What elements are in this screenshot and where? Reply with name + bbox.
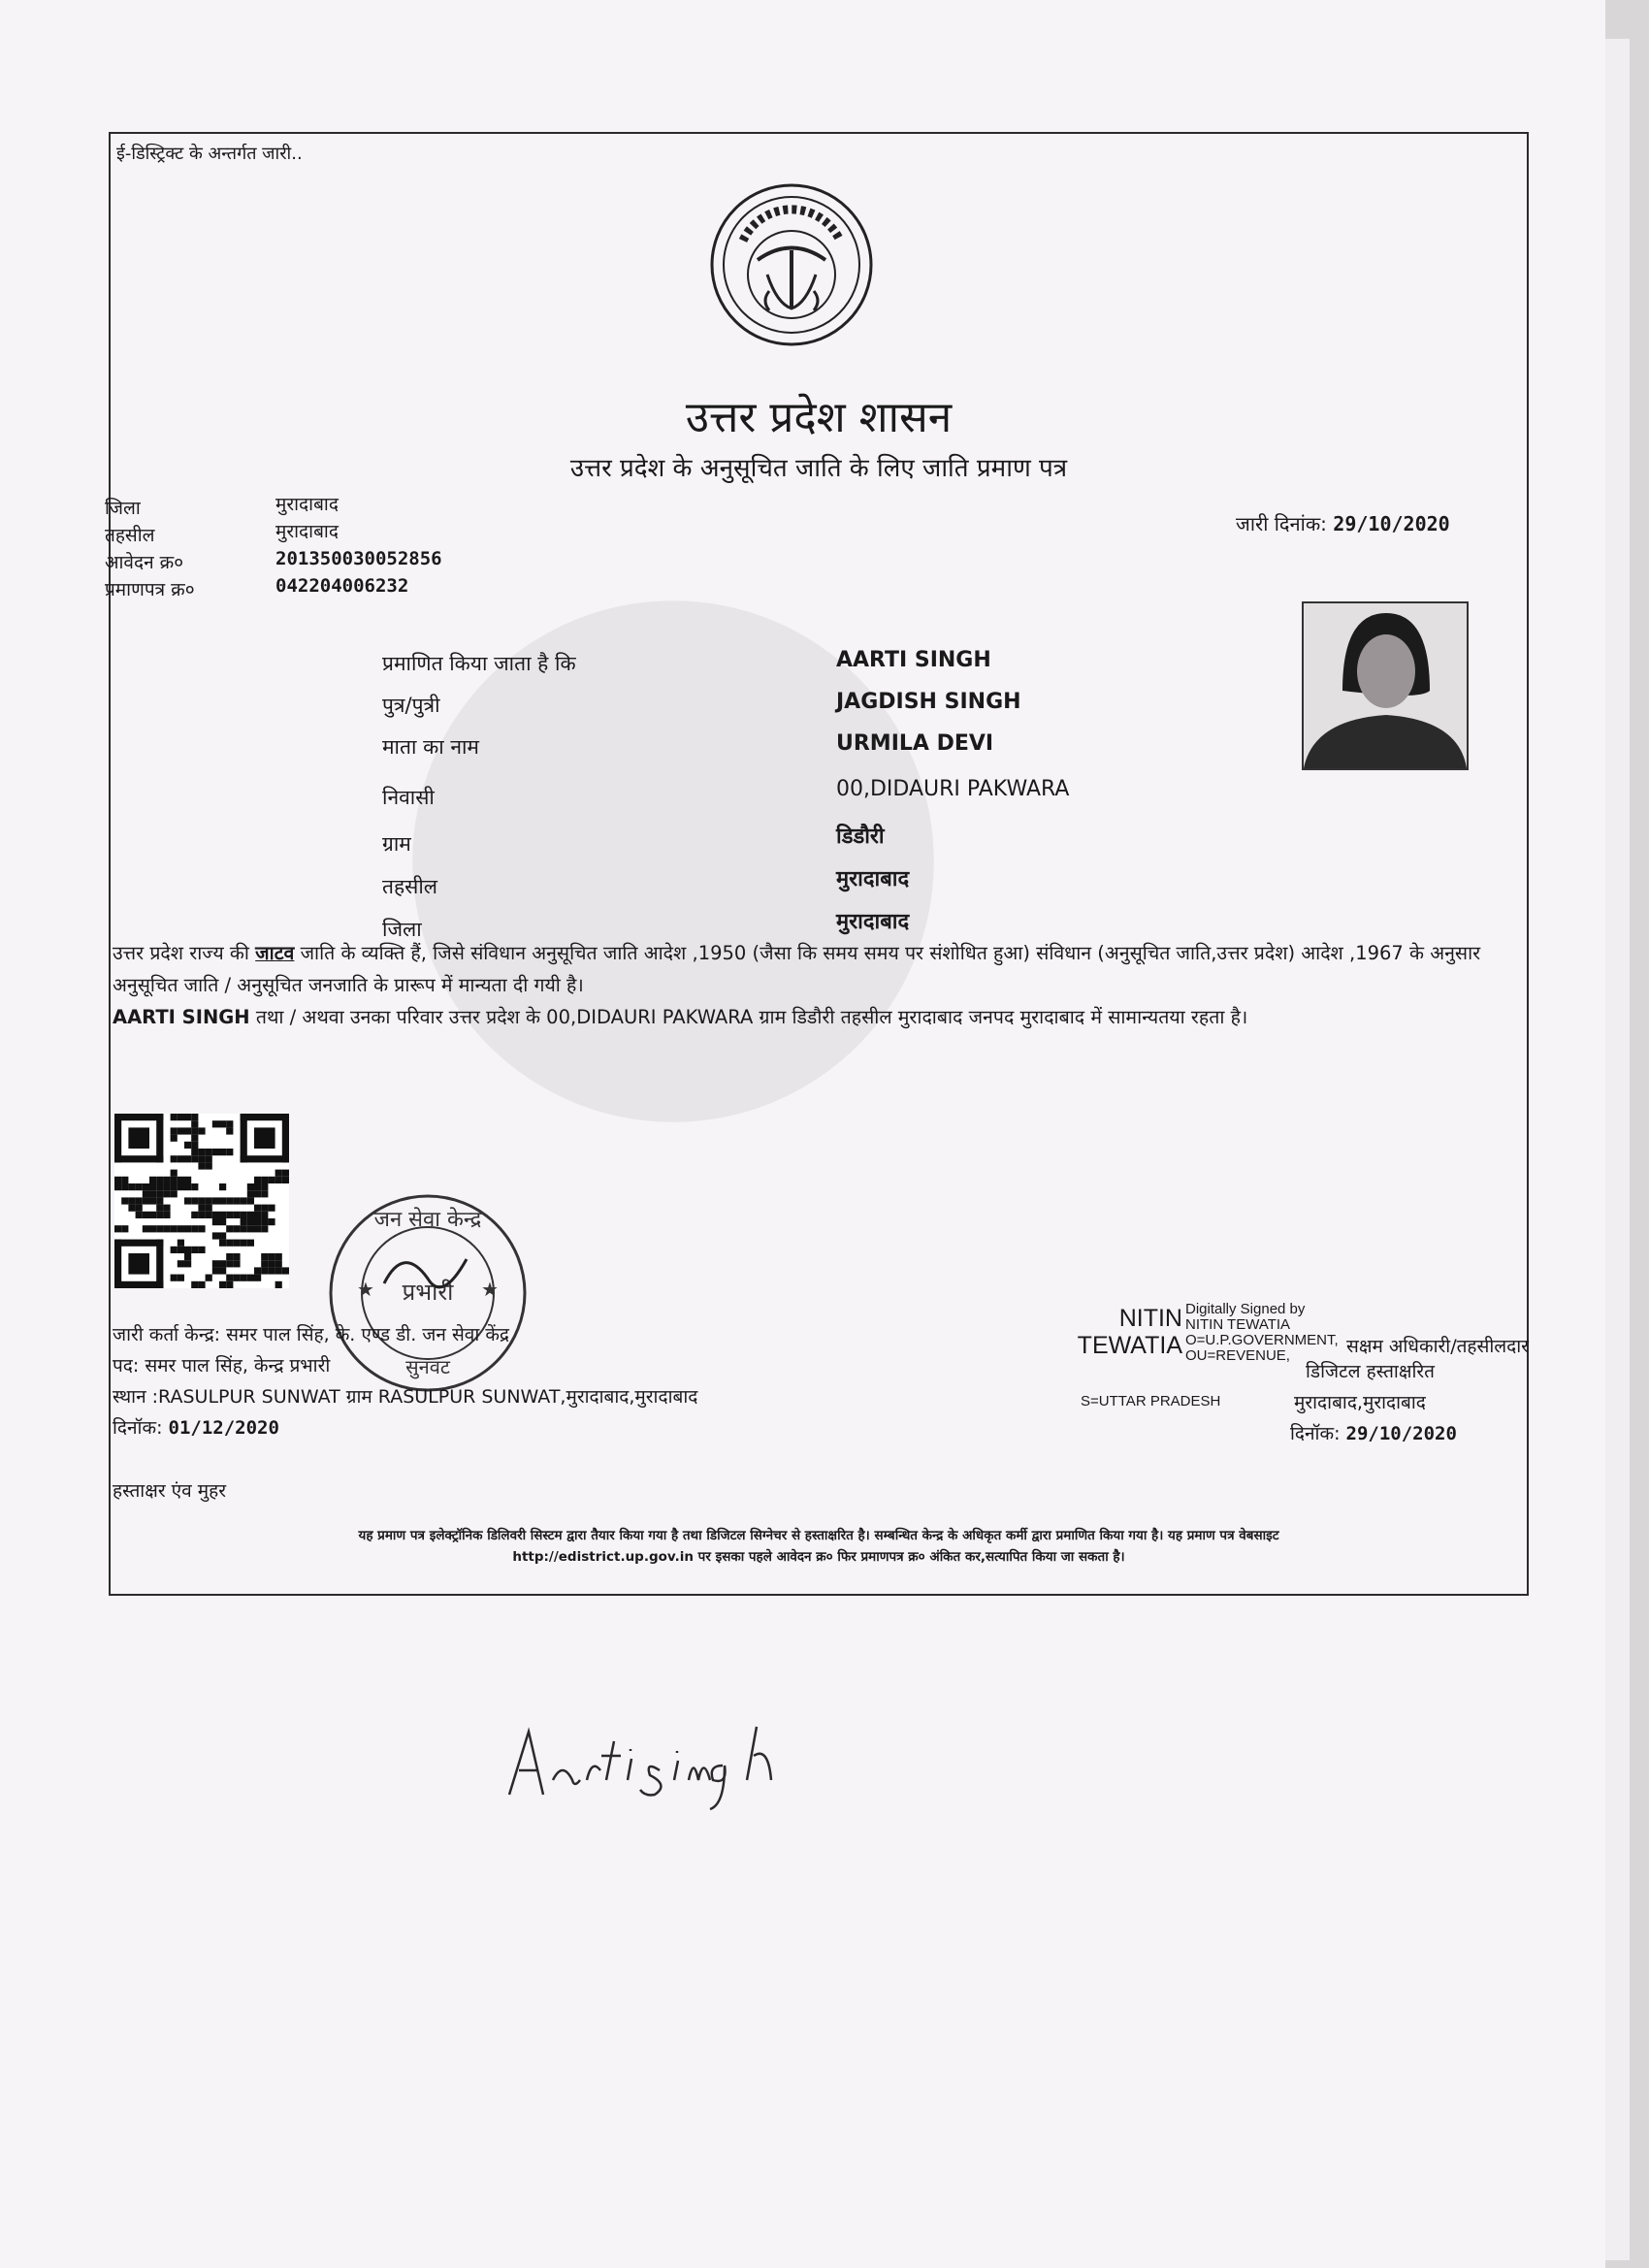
stamp-middle-text: प्रभारी (402, 1279, 454, 1306)
certificate-title: उत्तर प्रदेश के अनुसूचित जाति के लिए जाति प्रमाण पत्र (569, 454, 1068, 483)
issuer-date (113, 1414, 279, 1440)
meta-value-district: मुरादाबाद (275, 494, 339, 515)
jan-seva-kendra-stamp (326, 1191, 530, 1395)
detail-value-name: AARTI SINGH (836, 648, 991, 672)
meta-label-tehsil: तहसील (105, 525, 155, 546)
stamp-top-text: जन सेवा केन्द्र (373, 1208, 482, 1232)
detail-label-tehsil: तहसील (382, 875, 437, 898)
detail-label-village: ग्राम (382, 832, 411, 856)
svg-text:★: ★ (357, 1278, 374, 1301)
meta-label-application-no: आवेदन क्र० (105, 552, 184, 573)
verification-qr-code (114, 1114, 289, 1288)
issue-date-value: 29/10/2020 (1333, 512, 1450, 535)
issuer-post: पद: समर पाल सिंह, केन्द्र प्रभारी (113, 1355, 331, 1377)
detail-label-certified: प्रमाणित किया जाता है कि (382, 652, 576, 675)
issue-date-label: जारी दिनांक: (1236, 512, 1327, 535)
authority-signed: डिजिटल हस्ताक्षरित (1306, 1361, 1435, 1382)
certificate-paragraph (113, 937, 1519, 1033)
detail-label-son-daughter: पुत्र/पुत्री (382, 694, 440, 717)
meta-value-tehsil: मुरादाबाद (275, 521, 339, 542)
digitally-signed-by: Digitally Signed by (1185, 1301, 1306, 1317)
signer-full-name: NITIN TEWATIA (1185, 1316, 1291, 1333)
government-title: उत्तर प्रदेश शासन (685, 393, 953, 442)
issuer-center: जारी कर्ता केन्द्र: समर पाल सिंह, के. एण्ड डी. जन सेवा केंद्र (113, 1324, 510, 1345)
handwritten-signature (500, 1712, 791, 1819)
signer-ou: OU=REVENUE, (1185, 1347, 1290, 1364)
authority-date (1290, 1420, 1457, 1445)
detail-value-father: JAGDISH SINGH (836, 690, 1021, 714)
detail-label-district: जिला (382, 918, 422, 941)
detail-value-village: डिडौरी (836, 825, 885, 849)
issue-date (1236, 510, 1450, 536)
digital-signer-name (1000, 1305, 1182, 1359)
detail-value-district: मुरादाबाद (836, 910, 910, 934)
up-emblem-logo (709, 182, 874, 347)
footer-note-line-2: http://edistrict.up.gov.in पर इसका पहले आवेदन क्र० फिर प्रमाणपत्र क्र० अंकित कर,सत्यापित किया जा सकता है। (512, 1549, 1125, 1565)
detail-value-tehsil: मुरादाबाद (836, 867, 910, 891)
footer-note-line-1: यह प्रमाण पत्र इलेक्ट्रॉनिक डिलिवरी सिस्टम द्वारा तैयार किया गया है तथा डिजिटल सिग्नेचर से हस्ताक्षरित है। सम्बन्धित केन्द्र के अधिकृत कर्मी द्वारा प्रमाणित किया गया है। यह प्रमाण पत्र वेबसाइट (358, 1528, 1279, 1543)
meta-value-application-no: 201350030052856 (275, 548, 442, 569)
detail-label-mother: माता का नाम (382, 735, 479, 759)
authority-date-value: 29/10/2020 (1345, 1423, 1457, 1444)
signer-name-line-2: TEWATIA (1077, 1332, 1182, 1359)
detail-value-mother: URMILA DEVI (836, 731, 994, 756)
issuer-place: स्थान :RASULPUR SUNWAT ग्राम RASULPUR SUNWAT,मुरादाबाद,मुरादाबाद (113, 1386, 698, 1408)
signer-name-line-1: NITIN (1118, 1305, 1182, 1332)
authority-place: मुरादाबाद,मुरादाबाद (1294, 1392, 1426, 1413)
paragraph-part-1: उत्तर प्रदेश राज्य की (113, 942, 256, 964)
detail-value-resident: 00,DIDAURI PAKWARA (836, 777, 1070, 801)
stamp-bottom-text: सुनवट (405, 1355, 450, 1378)
paragraph-applicant-name: AARTI SINGH (113, 1006, 250, 1028)
sign-and-seal-label: हस्ताक्षर एंव मुहर (113, 1480, 226, 1502)
digital-signature-details (1185, 1302, 1339, 1364)
detail-label-resident: निवासी (382, 786, 435, 809)
footer-note (149, 1525, 1488, 1568)
meta-label-certificate-no: प्रमाणपत्र क्र० (105, 579, 195, 600)
issuer-date-label: दिनॉक: (113, 1417, 163, 1439)
authority-role: सक्षम अधिकारी/तहसीलदार (1346, 1336, 1529, 1357)
certificate-frame (105, 132, 1529, 1596)
paragraph-part-2: जाति के व्यक्ति हैं, जिसे संविधान अनुसूचित जाति आदेश ,1950 (जैसा कि समय समय पर संशोधित हुआ) संविधान (अनुसूचित जाति,उत्तर प्रदेश) आदेश ,1967 के अनुसार अनुसूचित जाति / अनुसूचित जनजाति के प्रारूप में मान्यता दी गयी है। (113, 942, 1481, 996)
authority-date-label: दिनॉक: (1290, 1423, 1341, 1444)
paragraph-part-3: तथा / अथवा उनका परिवार उत्तर प्रदेश के 00,DIDAURI PAKWARA ग्राम डिडौरी तहसील मुरादाबाद जनपद मुरादाबाद में सामान्यतया रहता है। (249, 1006, 1248, 1028)
signer-state: S=UTTAR PRADESH (1081, 1393, 1221, 1409)
issuer-date-value: 01/12/2020 (168, 1417, 279, 1439)
issued-under-text: ई-डिस्ट्रिक्ट के अन्तर्गत जारी.. (116, 144, 303, 164)
caste-name: जाटव (255, 942, 295, 964)
applicant-photo (1302, 601, 1469, 770)
signer-org: O=U.P.GOVERNMENT, (1185, 1332, 1339, 1348)
svg-text:★: ★ (481, 1278, 499, 1301)
meta-value-certificate-no: 042204006232 (275, 575, 409, 597)
meta-label-district: जिला (105, 498, 141, 519)
